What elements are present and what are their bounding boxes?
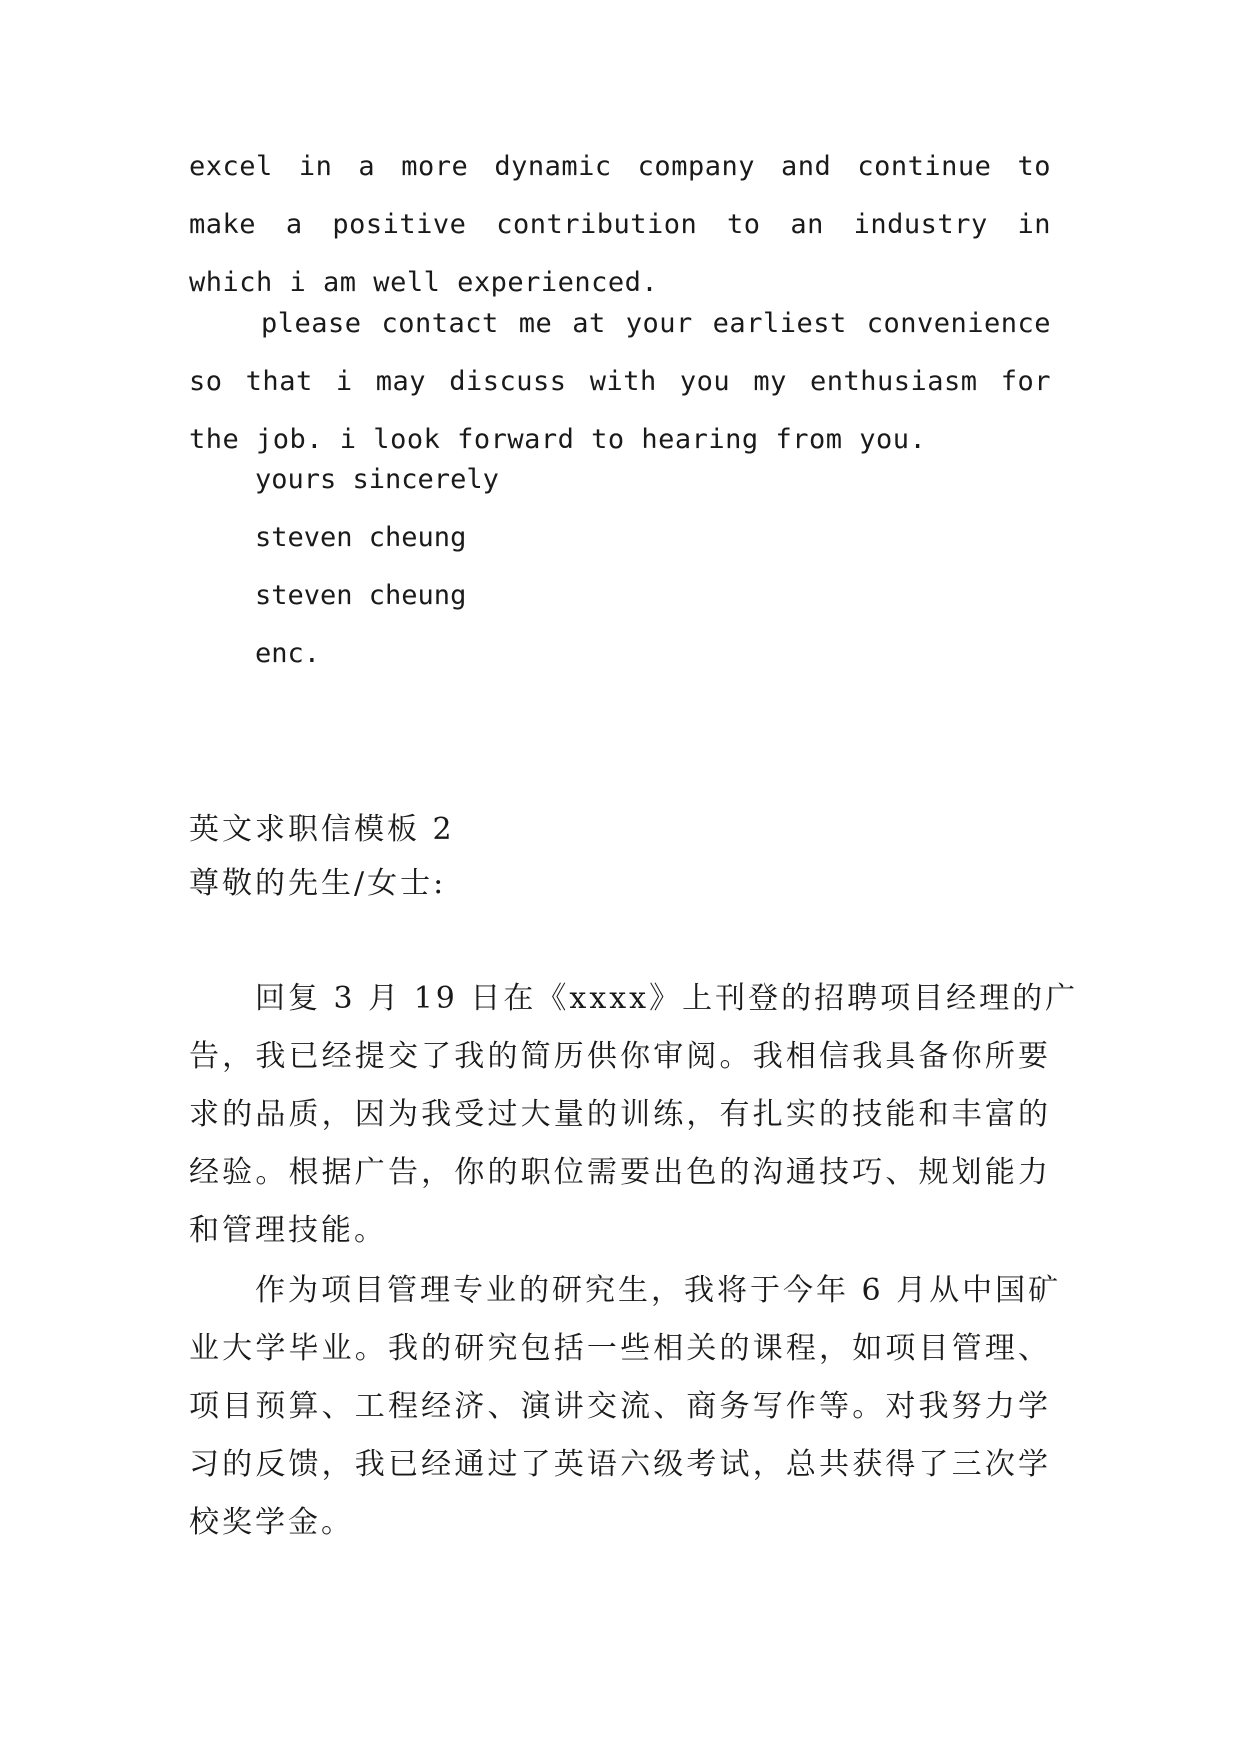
text-line: 校奖学金。: [189, 1505, 354, 1540]
text-line: make a positive contribution to an industry in: [189, 209, 1051, 240]
text-line: the job. i look forward to hearing from you.: [189, 424, 927, 455]
sender-name: steven cheung: [255, 522, 467, 553]
text-line: 和管理技能。: [189, 1213, 387, 1248]
section-title: 英文求职信模板 2: [189, 812, 455, 847]
signoff: yours sincerely: [255, 464, 499, 495]
text-line: 业大学毕业。我的研究包括一些相关的课程，如项目管理、: [189, 1331, 1051, 1366]
template2-paragraph-2: [189, 1262, 1062, 1552]
enclosure-note: enc.: [255, 638, 321, 669]
text-line: 经验。根据广告，你的职位需要出色的沟通技巧、规划能力: [189, 1155, 1051, 1190]
letter1-signature-block: [189, 451, 1051, 683]
sender-name: steven cheung: [255, 580, 467, 611]
text-line: so that i may discuss with you my enthusiasm for: [189, 366, 1051, 397]
text-line: 作为项目管理专业的研究生，我将于今年 6 月从中国矿: [255, 1273, 1062, 1308]
text-line: 求的品质，因为我受过大量的训练，有扎实的技能和丰富的: [189, 1097, 1051, 1132]
text-line: excel in a more dynamic company and continue to: [189, 151, 1051, 182]
salutation: 尊敬的先生/女士:: [189, 866, 447, 901]
template2-header: [189, 806, 1051, 908]
text-line: which i am well experienced.: [189, 267, 659, 298]
text-line: please contact me at your earliest convenience: [261, 308, 1051, 339]
template2-paragraph-1: [189, 970, 1079, 1260]
text-line: 回复 3 月 19 日在《xxxx》上刊登的招聘项目经理的广: [255, 981, 1079, 1016]
text-line: 项目预算、工程经济、演讲交流、商务写作等。对我努力学: [189, 1389, 1051, 1424]
text-line: 习的反馈，我已经通过了英语六级考试，总共获得了三次学: [189, 1447, 1051, 1482]
letter1-paragraph-contact: [189, 295, 1051, 469]
text-line: 告，我已经提交了我的简历供你审阅。我相信我具备你所要: [189, 1039, 1051, 1074]
letter1-paragraph-end: [189, 138, 1051, 312]
